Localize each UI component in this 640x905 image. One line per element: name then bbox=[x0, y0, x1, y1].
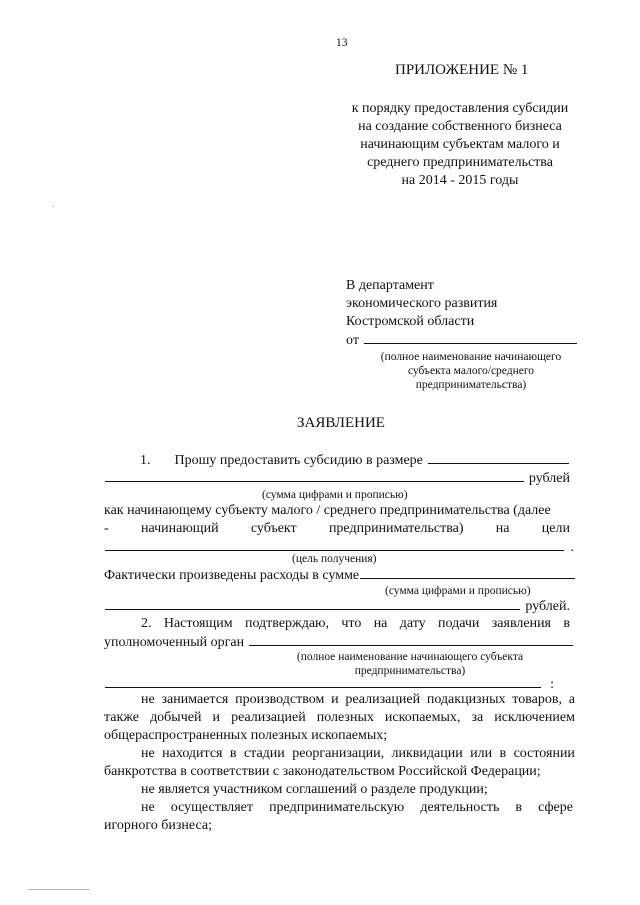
word: в bbox=[229, 746, 237, 761]
word: сфере bbox=[538, 800, 573, 815]
word: предпринимательства) bbox=[328, 521, 464, 536]
word: дату bbox=[399, 616, 426, 631]
word: подтверждаю, bbox=[244, 616, 330, 631]
item-2-line-1 bbox=[141, 745, 575, 763]
from-hint bbox=[346, 350, 596, 392]
word: также bbox=[104, 710, 140, 725]
expenses-amount-line bbox=[104, 597, 570, 616]
word: Настоящим bbox=[163, 616, 233, 631]
amount-hint-2: (сумма цифрами и прописью) bbox=[385, 585, 531, 597]
expenses-amount-field[interactable] bbox=[105, 597, 520, 610]
hint-line: субъекта малого/среднего bbox=[407, 365, 535, 377]
word: реализацией bbox=[345, 692, 421, 707]
item-4-line-2: игорного бизнеса; bbox=[104, 818, 212, 833]
item-4-line-1 bbox=[141, 799, 573, 817]
word: на bbox=[495, 521, 510, 536]
word: цели bbox=[541, 521, 570, 536]
word: не bbox=[141, 800, 155, 815]
item-1-line-2 bbox=[104, 709, 575, 727]
procedure-line: к порядку предоставления субсидии bbox=[351, 101, 569, 116]
word: не bbox=[141, 692, 155, 707]
word: на bbox=[373, 616, 388, 631]
amount-field[interactable] bbox=[428, 451, 569, 464]
justified-line bbox=[104, 520, 570, 538]
word: состоянии bbox=[513, 746, 575, 761]
addressee-line: экономического развития bbox=[346, 296, 498, 311]
word: подачи bbox=[438, 616, 480, 631]
word: стадии bbox=[243, 746, 285, 761]
word: занимается bbox=[161, 692, 229, 707]
item-1-line-1 bbox=[141, 691, 575, 709]
word: не bbox=[141, 746, 155, 761]
appendix-title: ПРИЛОЖЕНИЕ № 1 bbox=[395, 62, 529, 78]
authority-field[interactable] bbox=[249, 633, 573, 646]
item-2-line-2: банкротства в соответствии с законодательством Российской Федерации; bbox=[104, 764, 541, 779]
request-text: Прошу предоставить субсидию в размере bbox=[174, 453, 423, 468]
word: и bbox=[331, 692, 339, 707]
word: подакцизных bbox=[426, 692, 506, 707]
word: производством bbox=[235, 692, 325, 707]
word: находится bbox=[162, 746, 223, 761]
procedure-reference bbox=[315, 100, 605, 190]
word: что bbox=[341, 616, 362, 631]
page-number: 13 bbox=[336, 37, 348, 49]
document-title: ЗАЯВЛЕНИЕ bbox=[297, 415, 385, 431]
word: а bbox=[568, 692, 575, 707]
word: полезных bbox=[316, 710, 374, 725]
word: 2. bbox=[141, 616, 152, 631]
from-line bbox=[346, 331, 578, 350]
word: в bbox=[499, 746, 507, 761]
amount-hint: (сумма цифрами и прописью) bbox=[262, 489, 408, 501]
word: заявления bbox=[491, 616, 551, 631]
scan-line bbox=[28, 889, 90, 890]
colon: : bbox=[550, 677, 554, 692]
as-subject-line: как начинающему субъекту малого / среднего предпринимательства (далее bbox=[104, 503, 551, 518]
subject-name-field[interactable] bbox=[105, 675, 541, 688]
word: за bbox=[471, 710, 484, 725]
amount-line bbox=[104, 469, 570, 488]
word: - bbox=[104, 521, 109, 536]
authority-label: уполномоченный орган bbox=[104, 635, 245, 650]
scan-dot bbox=[52, 206, 54, 207]
word: ископаемых, bbox=[384, 710, 461, 725]
subsidy-request-line bbox=[140, 451, 570, 470]
rubles-dot-label: рублей. bbox=[525, 599, 570, 614]
word: в bbox=[563, 616, 570, 631]
word: ликвидации bbox=[391, 746, 463, 761]
word: предпринимательскую bbox=[269, 800, 405, 815]
addressee-line: В департамент bbox=[346, 278, 434, 293]
procedure-line: на 2014 - 2015 годы bbox=[401, 173, 519, 188]
word: товаров, bbox=[512, 692, 562, 707]
rubles-label: рублей bbox=[528, 471, 570, 486]
word: и bbox=[212, 710, 221, 725]
item-3-line: не является участником соглашений о разделе продукции; bbox=[141, 782, 488, 797]
procedure-line: среднего предпринимательства bbox=[367, 155, 553, 170]
procedure-line: начинающим субъектам малого и bbox=[360, 137, 560, 152]
from-label: от bbox=[346, 333, 359, 348]
addressee bbox=[346, 277, 578, 350]
period: . bbox=[570, 540, 574, 555]
paragraph-number: 1. bbox=[140, 453, 151, 468]
purpose-hint: (цель получения) bbox=[292, 553, 377, 565]
addressee-line: Костромской области bbox=[346, 314, 475, 329]
hint-line: (полное наименование начинающего субъекта bbox=[296, 651, 524, 663]
hint-line: предпринимательства) bbox=[354, 665, 466, 677]
word: добычей bbox=[150, 710, 202, 725]
expenses-label: Фактически произведены расходы в сумме bbox=[104, 568, 360, 583]
word: субъект bbox=[250, 521, 297, 536]
procedure-line: на создание собственного бизнеса bbox=[358, 119, 562, 134]
expenses-field[interactable] bbox=[360, 566, 575, 579]
word: начинающий bbox=[140, 521, 219, 536]
from-field[interactable] bbox=[364, 331, 577, 344]
word: осуществляет bbox=[170, 800, 254, 815]
word: в bbox=[515, 800, 523, 815]
hint-line: (полное наименование начинающего bbox=[380, 351, 562, 363]
name-hint bbox=[275, 650, 545, 678]
purpose-field[interactable] bbox=[105, 538, 564, 551]
item-1-line-3: общераспространенных полезных ископаемых; bbox=[104, 728, 388, 743]
confirm-line bbox=[141, 615, 570, 633]
amount-field-2[interactable] bbox=[105, 469, 524, 482]
word: деятельность bbox=[420, 800, 500, 815]
hint-line: предпринимательства) bbox=[415, 379, 527, 391]
word: реорганизации, bbox=[292, 746, 385, 761]
word: или bbox=[470, 746, 493, 761]
expenses-line bbox=[104, 566, 576, 585]
word: реализацией bbox=[231, 710, 306, 725]
word: исключением bbox=[494, 710, 575, 725]
